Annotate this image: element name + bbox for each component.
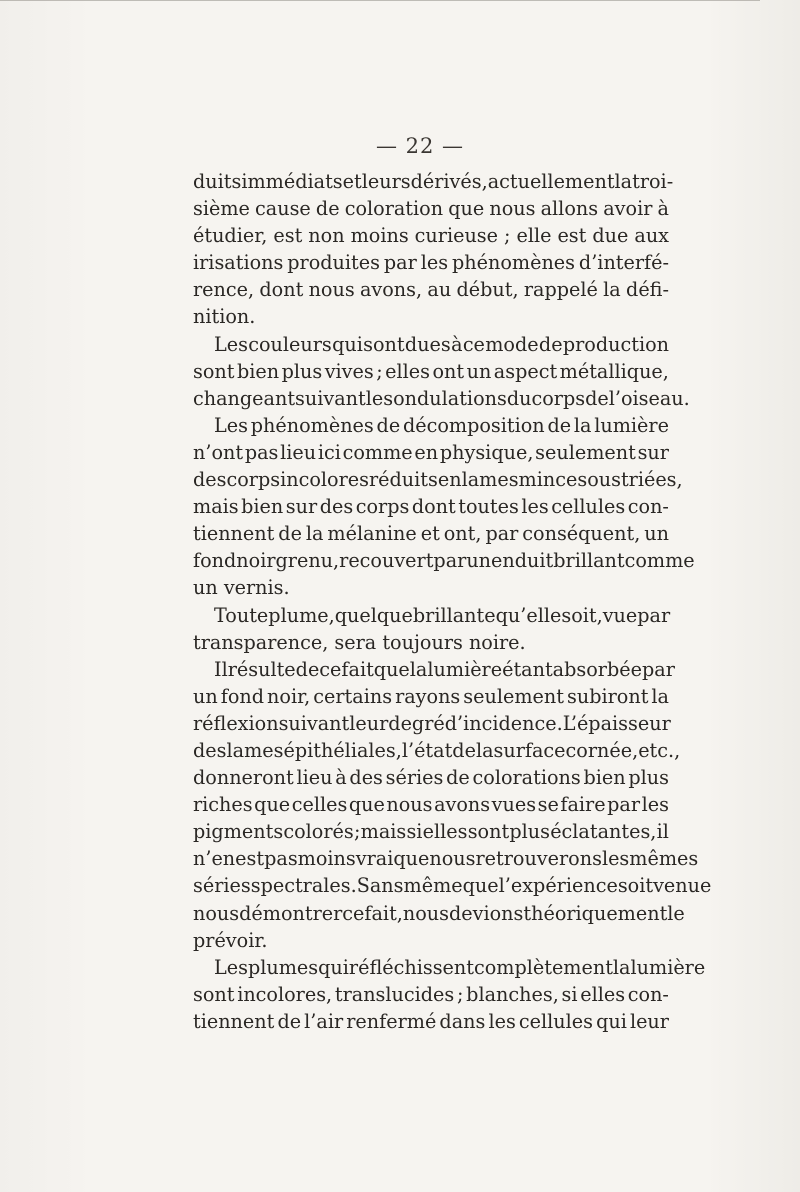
text-line: donneront lieu à des séries de colorations bien plus (193, 766, 669, 790)
text-line: réflexion suivant leur degré d’incidence. L’épaisseur (193, 711, 671, 735)
text-line: tiennent de l’air renfermé dans les cellules qui leur (193, 1009, 669, 1033)
text-line: des corps incolores réduits en lames minces ou striées, (193, 468, 683, 492)
text-line: prévoir. (193, 928, 268, 952)
text-line: pigments colorés ; mais si elles sont plus éclatantes, il (193, 820, 669, 844)
text-line: duits immédiats et leurs dérivés, actuellement la troi- (193, 170, 674, 193)
text-line: sont bien plus vives ; elles ont un aspect métallique, (193, 359, 669, 383)
text-line: sième cause de coloration que nous allons avoir à (193, 197, 669, 221)
text-line: irisations produites par les phénomènes d’interfé- (193, 251, 669, 275)
text-line: sont incolores, translucides ; blanches, si elles con- (193, 982, 669, 1006)
text-line: transparence, sera toujours noire. (193, 630, 526, 654)
text-line: Les phénomènes de décomposition de la lumière (214, 413, 669, 437)
text-line: fond noir grenu, recouvert par un enduit brillant comme (193, 549, 695, 573)
text-line: tiennent de la mélanine et ont, par conséquent, un (193, 522, 669, 546)
text-line: rence, dont nous avons, au début, rappelé la défi- (193, 278, 669, 302)
text-line: nous démontrer ce fait, nous devions théoriquement le (193, 901, 685, 925)
text-line: des lames épithéliales, l’état de la surface cornée, etc., (193, 738, 681, 762)
text-line: étudier, est non moins curieuse ; elle est due aux (193, 224, 669, 248)
text-line: n’ont pas lieu ici comme en physique, seulement sur (193, 440, 669, 464)
text-line: riches que celles que nous avons vues se faire par les (193, 793, 669, 817)
text-line: séries spectrales. Sans même que l’expérience soit venue (193, 874, 712, 898)
page-number: — 22 — (375, 134, 465, 158)
text-line: Les plumes qui réfléchissent complètement la lumière (214, 955, 706, 979)
text-line: n’en est pas moins vrai que nous retrouverons les mêmes (193, 847, 699, 871)
text-line: mais bien sur des corps dont toutes les cellules con- (193, 495, 669, 519)
text-line: Toute plume, quelque brillante qu’elle soit, vue par (214, 603, 671, 627)
body-text (193, 168, 712, 1035)
text-line: un vernis. (193, 576, 290, 600)
text-line: changeant suivant les ondulations du corps de l’oiseau. (193, 386, 690, 410)
text-line: Les couleurs qui sont dues à ce mode de production (214, 332, 669, 356)
text-line: Il résulte de ce fait que la lumière étant absorbée par (214, 657, 675, 681)
page-edge-line (0, 0, 760, 9)
text-line: un fond noir, certains rayons seulement subiront la (193, 684, 669, 708)
text-line: nition. (193, 305, 256, 329)
